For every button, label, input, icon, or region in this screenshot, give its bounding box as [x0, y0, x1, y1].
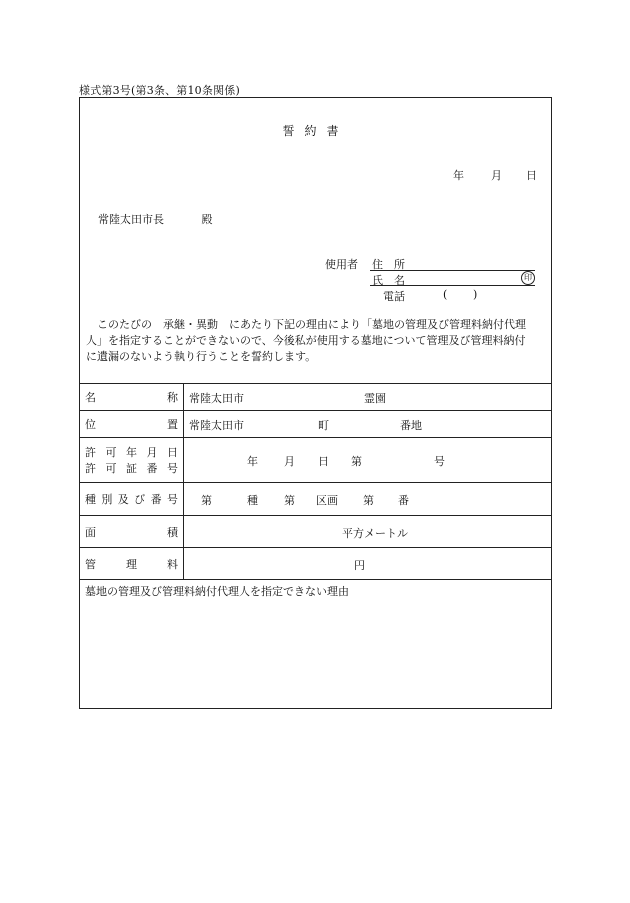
user-label: 使用者 — [325, 258, 358, 271]
pledge-statement — [86, 317, 548, 365]
type-third: 第 — [363, 494, 374, 507]
type-second: 第 — [284, 494, 295, 507]
name-city: 常陸太田市 — [189, 392, 244, 405]
phone-open-paren: ( — [443, 288, 448, 301]
permit-day: 日 — [318, 455, 329, 468]
permit-year: 年 — [247, 455, 258, 468]
row-location — [80, 410, 551, 437]
row-fee — [80, 547, 551, 579]
row-name — [80, 383, 551, 410]
value-permit — [189, 438, 551, 482]
type-kind: 種 — [247, 494, 258, 507]
reason-label: 墓地の管理及び管理料納付代理人を指定できない理由 — [85, 585, 349, 598]
value-location — [189, 411, 551, 437]
document-title: 誓約書 — [282, 124, 349, 138]
label-location: 位 置 — [85, 418, 178, 431]
seal-icon: 印 — [521, 271, 535, 285]
address-line — [370, 270, 535, 271]
date-day: 日 — [526, 169, 537, 182]
row-area — [80, 515, 551, 547]
name-line — [370, 285, 535, 286]
address-label: 住 所 — [372, 258, 405, 271]
name-label: 氏 名 — [372, 274, 405, 287]
type-number: 番 — [398, 494, 409, 507]
pledge-form — [79, 97, 552, 709]
addressee-honorific: 殿 — [201, 213, 213, 226]
row-type — [80, 482, 551, 515]
addressee-name: 常陸太田市長 — [98, 213, 164, 226]
date-month: 月 — [491, 169, 502, 182]
value-type — [189, 483, 551, 515]
date-year: 年 — [453, 169, 464, 182]
label-name: 名 称 — [85, 391, 178, 404]
phone-label: 電話 — [383, 290, 405, 303]
statement-line: に遺漏のないよう執り行うことを誓約します。 — [86, 350, 317, 363]
phone-close-paren: ) — [473, 288, 478, 301]
label-area: 面 積 — [85, 525, 178, 539]
details-table — [80, 383, 551, 707]
location-town: 町 — [318, 419, 329, 432]
statement-line: 人」を指定することができないので、今後私が使用する墓地について管理及び管理料納付 — [86, 334, 526, 347]
location-lot: 番地 — [400, 419, 422, 432]
name-suffix: 霊園 — [364, 392, 386, 405]
permit-month: 月 — [284, 455, 295, 468]
value-name — [189, 384, 551, 410]
addressee — [98, 211, 213, 227]
value-area — [189, 516, 551, 547]
statement-line: このたびの 承継・異動 にあたり下記の理由により「墓地の管理及び管理料納付代理 — [97, 318, 526, 331]
label-type: 種 別 及 び 番 号 — [85, 493, 178, 506]
area-unit: 平方メートル — [342, 527, 408, 540]
value-fee — [189, 548, 551, 579]
label-fee: 管 理 料 — [85, 557, 178, 571]
form-number: 様式第3号(第3条、第10条関係) — [79, 84, 240, 97]
location-city: 常陸太田市 — [189, 419, 244, 432]
type-section: 区画 — [316, 494, 338, 507]
label-permit: 許 可 年 月 日 許 可 証 番 号 — [85, 446, 178, 475]
permit-no-prefix: 第 — [351, 455, 362, 468]
type-first: 第 — [201, 494, 212, 507]
fee-unit: 円 — [354, 559, 365, 572]
row-permit — [80, 437, 551, 482]
row-reason — [80, 579, 551, 707]
permit-no-suffix: 号 — [434, 455, 445, 468]
